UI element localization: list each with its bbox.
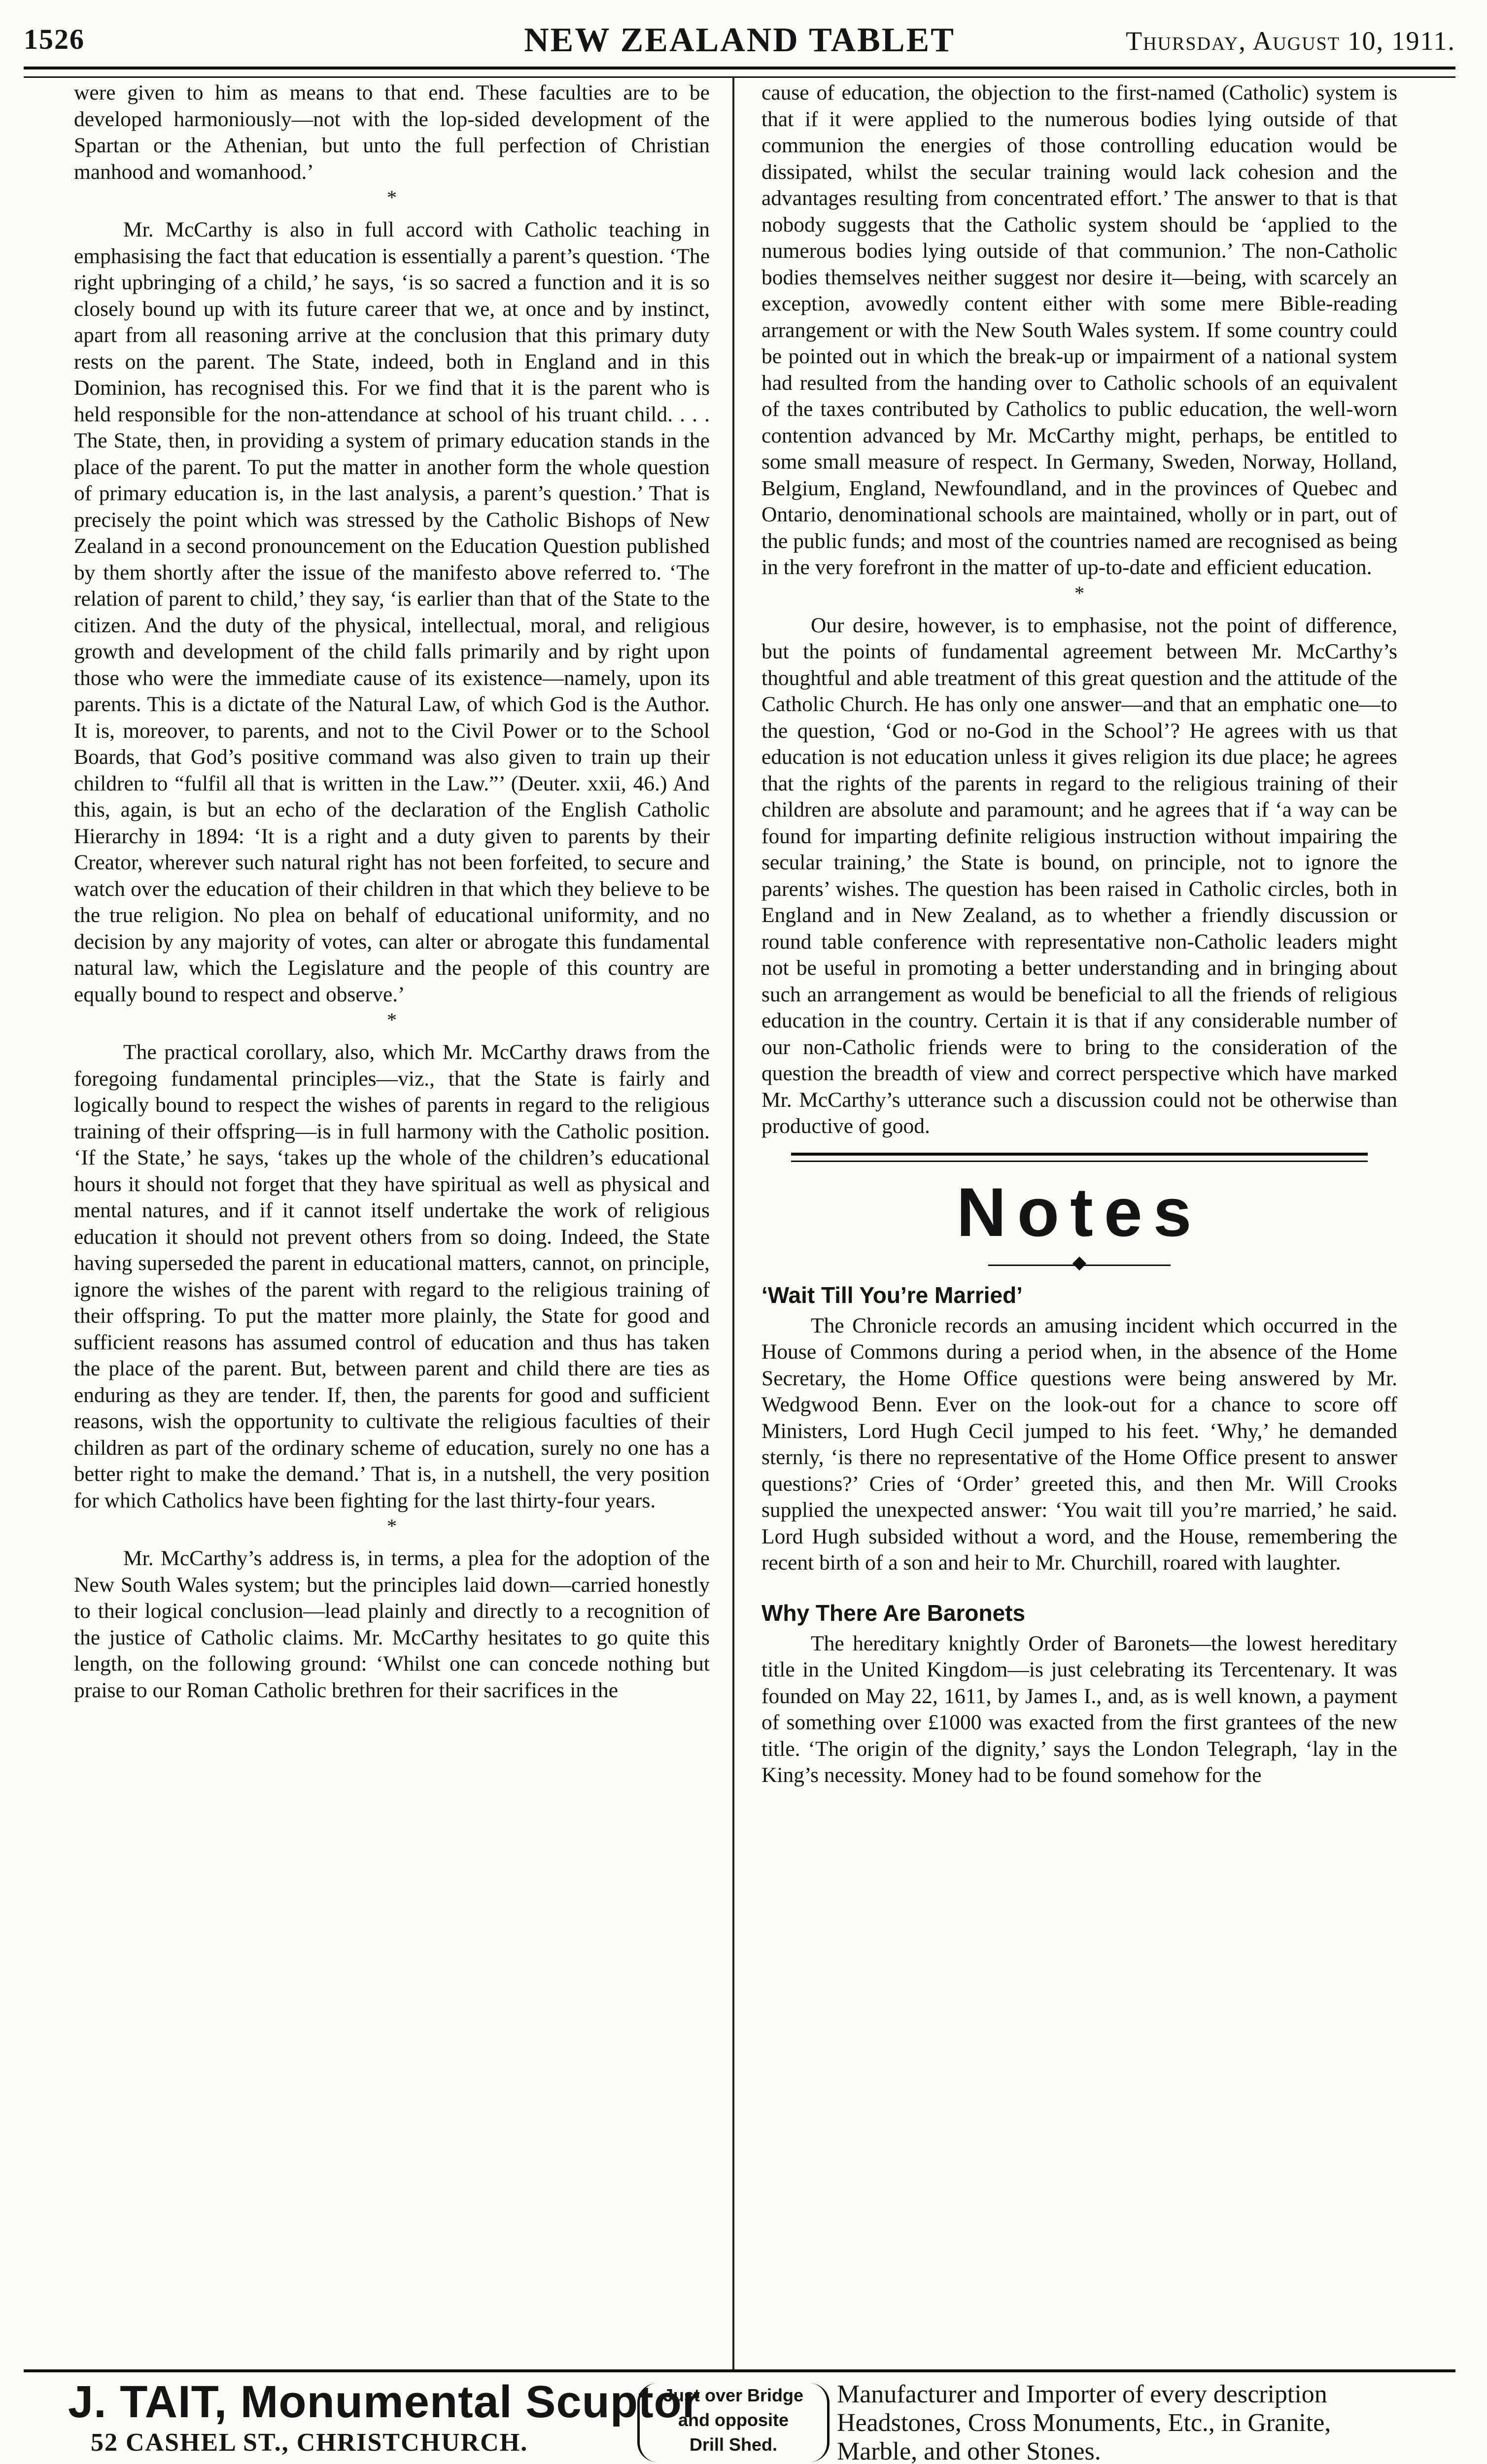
advertisement: [24, 2376, 1455, 2464]
column-divider: [732, 78, 734, 2369]
ad-location-bracket: [637, 2383, 830, 2462]
ad-address: 52 CASHEL ST., CHRISTCHURCH.: [91, 2429, 528, 2457]
ad-description: [837, 2380, 1453, 2464]
note-heading: ‘Wait Till You’re Married’: [761, 1282, 1023, 1308]
masthead-rule: [24, 67, 1455, 78]
left-column: [74, 80, 710, 1704]
note-paragraph: The Chronicle records an amusing incident which occurred in the House of Commons during a period when, in the absence of the Home Secretary, the Home Office questions were being answered by Mr. Wedgwood Benn. Ever on the look-out for a chance to score off Ministers, Lord Hugh Cecil jumped to his feet. ‘Why,’ he demanded sternly, ‘is there no representative of the Home Office present to answer questions?’ Cries of ‘Order’ greeted this, and then Mr. Will Crooks supplied the unexpected answer: ‘You wait till you’re married,’ he said. Lord Hugh subsided without a word, and the House, remembering the recent birth of a son and heir to Mr. Churchill, roared with laughter.: [761, 1313, 1397, 1574]
advertisement-rule: [24, 2369, 1455, 2372]
page-number: 1526: [24, 23, 85, 55]
article-paragraph: Mr. McCarthy is also in full accord with Catholic teaching in emphasising the fact that education is essentially a parent’s question. ‘The right upbringing of a child,’ he says, ‘is so sacred a function and it is so closely bound up with its future career that we, at once and by instinct, apart from all reasoning arrive at the conclusion that this primary duty rests on the parent. The State, indeed, both in England and in this Dominion, has recognised this. For we find that it is the parent who is held responsible for the non-attendance at school of his truant child. . . . The State, then, in providing a system of primary education stands in the place of the parent. To put the matter in another form the whole question of primary education is, in the last analysis, a parent’s question.’ That is precisely the point which was stressed by the Catholic Bishops of New Zealand in a second pronouncement on the Education Question published by them shortly after the issue of the manifesto above referred to. ‘The relation of parent to child,’ they say, ‘is earlier than that of the State to the citizen. And the duty of the physical, intellectual, moral, and religious growth and development of the child falls primarily and by right upon those who were the immediate cause of its existence—namely, upon its parents. This is a dictate of the Natural Law, of which God is the Author. It is, moreover, to parents, and not to the Civil Power or to the School Boards, that God’s positive command was also given to train up their children to “fulfil all that is written in the Law.”’ (Deuter. xxii, 46.) And this, again, is but an echo of the declaration of the English Catholic Hierarchy in 1894: ‘It is a right and a duty given to parents by their Creator, wherever such natural right has not been forfeited, to secure and watch over the education of their children in that which they believe to be the true religion. No plea on behalf of educational uniformity, and no decision by any majority of votes, can alter or abrogate this fundamental natural law, which the Legislature and the people of this country are equally bound to respect and observe.’: [74, 218, 710, 1006]
ad-description-line: Marble, and other Stones.: [837, 2437, 1101, 2464]
article-paragraph: were given to him as means to that end. These faculties are to be developed harmoniously—not with the lop-sided development of the Spartan or the Athenian, but unto the full perfection of Christian manhood and womanhood.’: [74, 81, 710, 184]
note-paragraph: The hereditary knightly Order of Baronets—the lowest hereditary title in the United Kingdom—is just celebrating its Tercentenary. It was founded on May 22, 1611, by James I., and, as is well known, a payment of something over £1000 was exacted from the first grantees of the new title. ‘The origin of the dignity,’ says the London Telegraph, ‘lay in the King’s necessity. Money had to be found somehow for the: [761, 1631, 1397, 1787]
section-separator: *: [387, 1009, 397, 1031]
ad-description-line: Manufacturer and Importer of every description: [837, 2380, 1327, 2408]
ad-location-line: Drill Shed.: [689, 2434, 778, 2455]
article-paragraph: Our desire, however, is to emphasise, not the point of difference, but the points of fundamental agreement between Mr. McCarthy’s thoughtful and able treatment of this great question and the attitude of the Catholic Church. He has only one answer—and that an emphatic one—to the question, ‘God or no-God in the School’? He agrees with us that education is not education unless it gives religion its due place; he agrees that the rights of the parents in regard to the religious training of their children are absolute and paramount; and he agrees that if ‘a way can be found for imparting definite religious instruction without impairing the secular training,’ the State is bound, on principle, not to ignore the parents’ wishes. The question has been raised in Catholic circles, both in England and in New Zealand, as to whether a friendly discussion or round table conference with representative non-Catholic leaders might not be useful in promoting a better understanding and in bringing about such an arrangement as would be beneficial to all the friends of religious education in the country. Certain it is that if any considerable number of our non-Catholic friends were to bring to the consideration of the question the breadth of view and correct perspective which have marked Mr. McCarthy’s utterance such a discussion could not be otherwise than productive of good.: [761, 613, 1397, 1138]
note-heading: Why There Are Baronets: [761, 1600, 1026, 1626]
article-paragraph: cause of education, the objection to the first-named (Catholic) system is that if it were applied to the numerous bodies lying outside of that communion the energies of those controlling education would be dissipated, whilst the secular training would lack cohesion and the advantages resulting from concentrated effort.’ The answer to that is that nobody suggests that the Catholic system should be ‘applied to the numerous bodies lying outside of that communion.’ The non-Catholic bodies themselves neither suggest nor desire it—being, with scarcely an exception, avowedly content either with some mere Bible-reading arrangement or with the New South Wales system. If some country could be pointed out in which the break-up or impairment of a national system had resulted from the handing over to Catholic schools of an equivalent of the taxes contributed by Catholics to public education, the well-worn contention advanced by Mr. McCarthy might, perhaps, be entitled to some small measure of respect. In Germany, Sweden, Norway, Holland, Belgium, England, Newfoundland, and in the provinces of Quebec and Ontario, denominational schools are maintained, wholly or in part, out of the public funds; and most of the countries named are recognised as being in the very forefront in the matter of up-to-date and efficient education.: [761, 81, 1397, 579]
spacer: [761, 1576, 1397, 1593]
article-paragraph: Mr. McCarthy’s address is, in terms, a plea for the adoption of the New South Wales system; but the principles laid down—carried honestly to their logical conclusion—lead plainly and directly to a recognition of the justice of Catholic claims. Mr. McCarthy hesitates to go quite this length, on the following ground: ‘Whilst one can concede nothing but praise to our Roman Catholic brethren for their sacrifices in the: [74, 1546, 710, 1702]
issue-date: Thursday, August 10, 1911.: [1126, 26, 1455, 56]
ad-business-name: J. TAIT, Monumental Scuptor: [68, 2377, 700, 2427]
ad-location-line: Just over Bridge: [663, 2385, 804, 2405]
article-paragraph: The practical corollary, also, which Mr. McCarthy draws from the foregoing fundamental principles—viz., that the State is fairly and logically bound to respect the wishes of parents in regard to the religious training of their offspring—is in full harmony with the Catholic position. ‘If the State,’ he says, ‘takes up the whole of the children’s educational hours it should not forget that they have spiritual as well as physical and mental natures, and if it cannot itself undertake the work of religious education it should not prevent others from so doing. Indeed, the State having superseded the parent in educational matters, cannot, on principle, ignore the wishes of the parent with regard to the religious training of their offspring. To put the matter more plainly, the State for good and sufficient reasons has assumed control of education and thus has taken the place of the parent. But, between parent and child there are ties as enduring as they are tender. If, then, the parents for good and sufficient reasons, wish the opportunity to cultivate the religious faculties of their children as part of the ordinary scheme of education, surely no one has a better right to make the demand.’ That is, in a nutshell, the very position for which Catholics have been fighting for the last thirty-four years.: [74, 1040, 710, 1512]
notes-rule: [791, 1153, 1368, 1162]
notes-heading: Notes: [956, 1173, 1203, 1251]
ad-business: [68, 2376, 700, 2458]
right-column: [761, 80, 1397, 1789]
notes-ornament: [761, 1256, 1397, 1275]
publication-title: NEW ZEALAND TABLET: [524, 21, 955, 59]
section-separator: *: [387, 1515, 397, 1537]
diamond-icon: [1072, 1256, 1086, 1270]
ad-description-line: Headstones, Cross Monuments, Etc., in Granite,: [837, 2409, 1331, 2437]
ad-location-line: and opposite: [678, 2410, 789, 2430]
section-separator: *: [1074, 582, 1084, 604]
masthead: [24, 14, 1455, 73]
section-separator: *: [387, 186, 397, 208]
